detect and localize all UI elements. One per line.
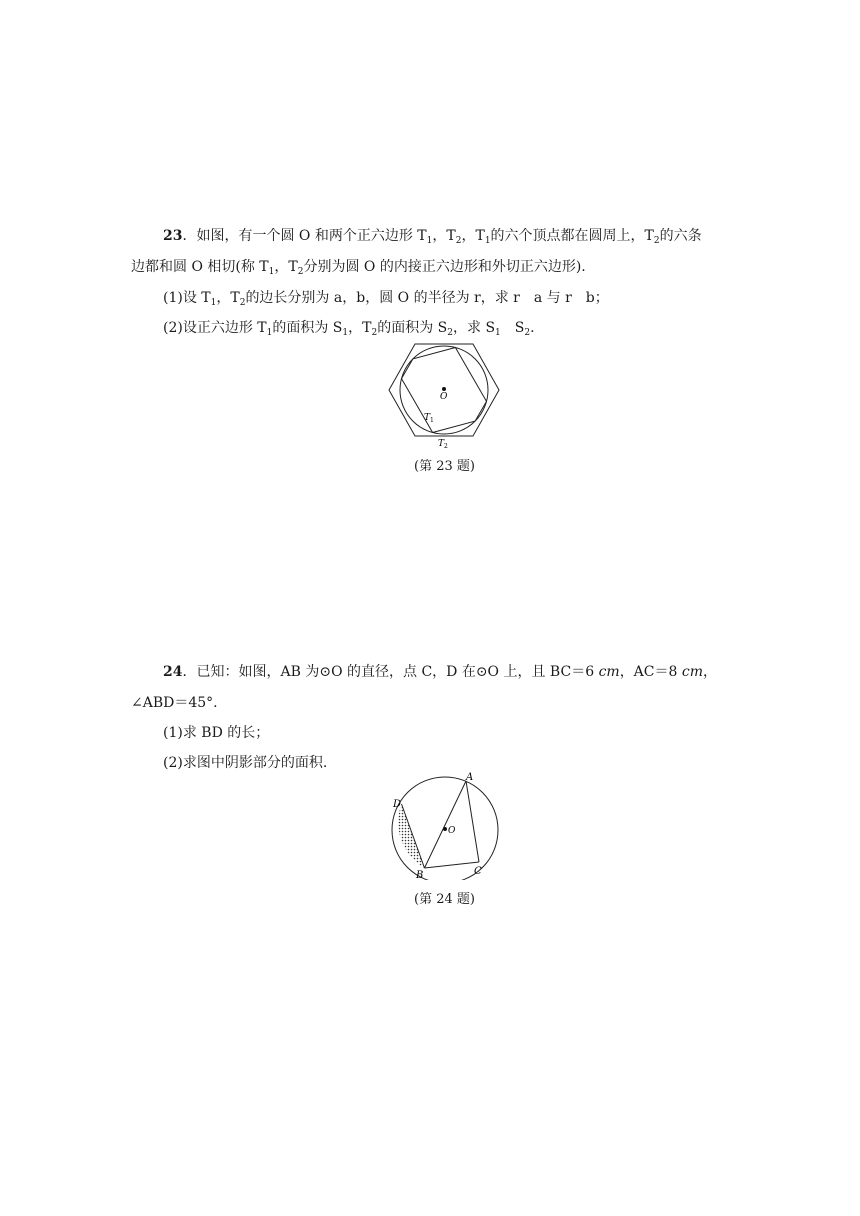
label-t2: $T_2$ [438, 439, 448, 450]
q24-line-2: ∠ABD＝45°. [131, 695, 218, 711]
segment-ac [466, 781, 479, 862]
diameter-ab [425, 781, 467, 868]
segment-bc [425, 862, 480, 868]
q24-line-1 [163, 662, 717, 682]
q23-line-1-text: ．如图，有一个圆 O 和两个正六边形 $T_1$，$T_2$，$T_1$的六个顶点都在圆周上，$T_2$的六条 [182, 228, 702, 246]
q23-line-1 [163, 226, 702, 246]
q24-caption: (第 24 题) [414, 892, 475, 907]
label-c: C [474, 866, 482, 877]
q24-line-1-text: ．已知：如图，AB 为⊙O 的直径，点 C，D 在⊙O 上，且 BC＝6 cm，AC＝8 cm， [182, 664, 717, 680]
q24-number: 24 [163, 664, 183, 680]
label-d: D [393, 799, 402, 810]
q23-caption: (第 23 题) [414, 459, 475, 474]
label-a: A [466, 772, 474, 783]
q23-figure [386, 336, 502, 452]
q24-part-1: (1)求 BD 的长； [163, 725, 270, 741]
q24-part-2: (2)求图中阴影部分的面积. [163, 755, 328, 771]
center-point-o [443, 827, 447, 831]
q23-number: 23 [163, 228, 183, 244]
label-o: O [440, 392, 448, 402]
label-t1: $T_1$ [424, 413, 434, 424]
center-point-o [442, 387, 446, 391]
q23-part-1: (1)设 $T_1$，$T_2$的边长分别为 a，b，圆 O 的半径为 r，求 r a 与 r b； [163, 290, 609, 308]
q23-part-2: (2)设正六边形 $T_1$的面积为 $S_1$，$T_2$的面积为 $S_2$，求 $S_1$ $S_2$. [163, 320, 535, 338]
label-o: O [448, 826, 456, 836]
label-b: B [416, 870, 424, 880]
q24-figure [386, 770, 510, 880]
q23-line-2: 边都和圆 O 相切(称 $T_1$，$T_2$分别为圆 O 的内接正六边形和外切正六边形). [131, 259, 586, 277]
